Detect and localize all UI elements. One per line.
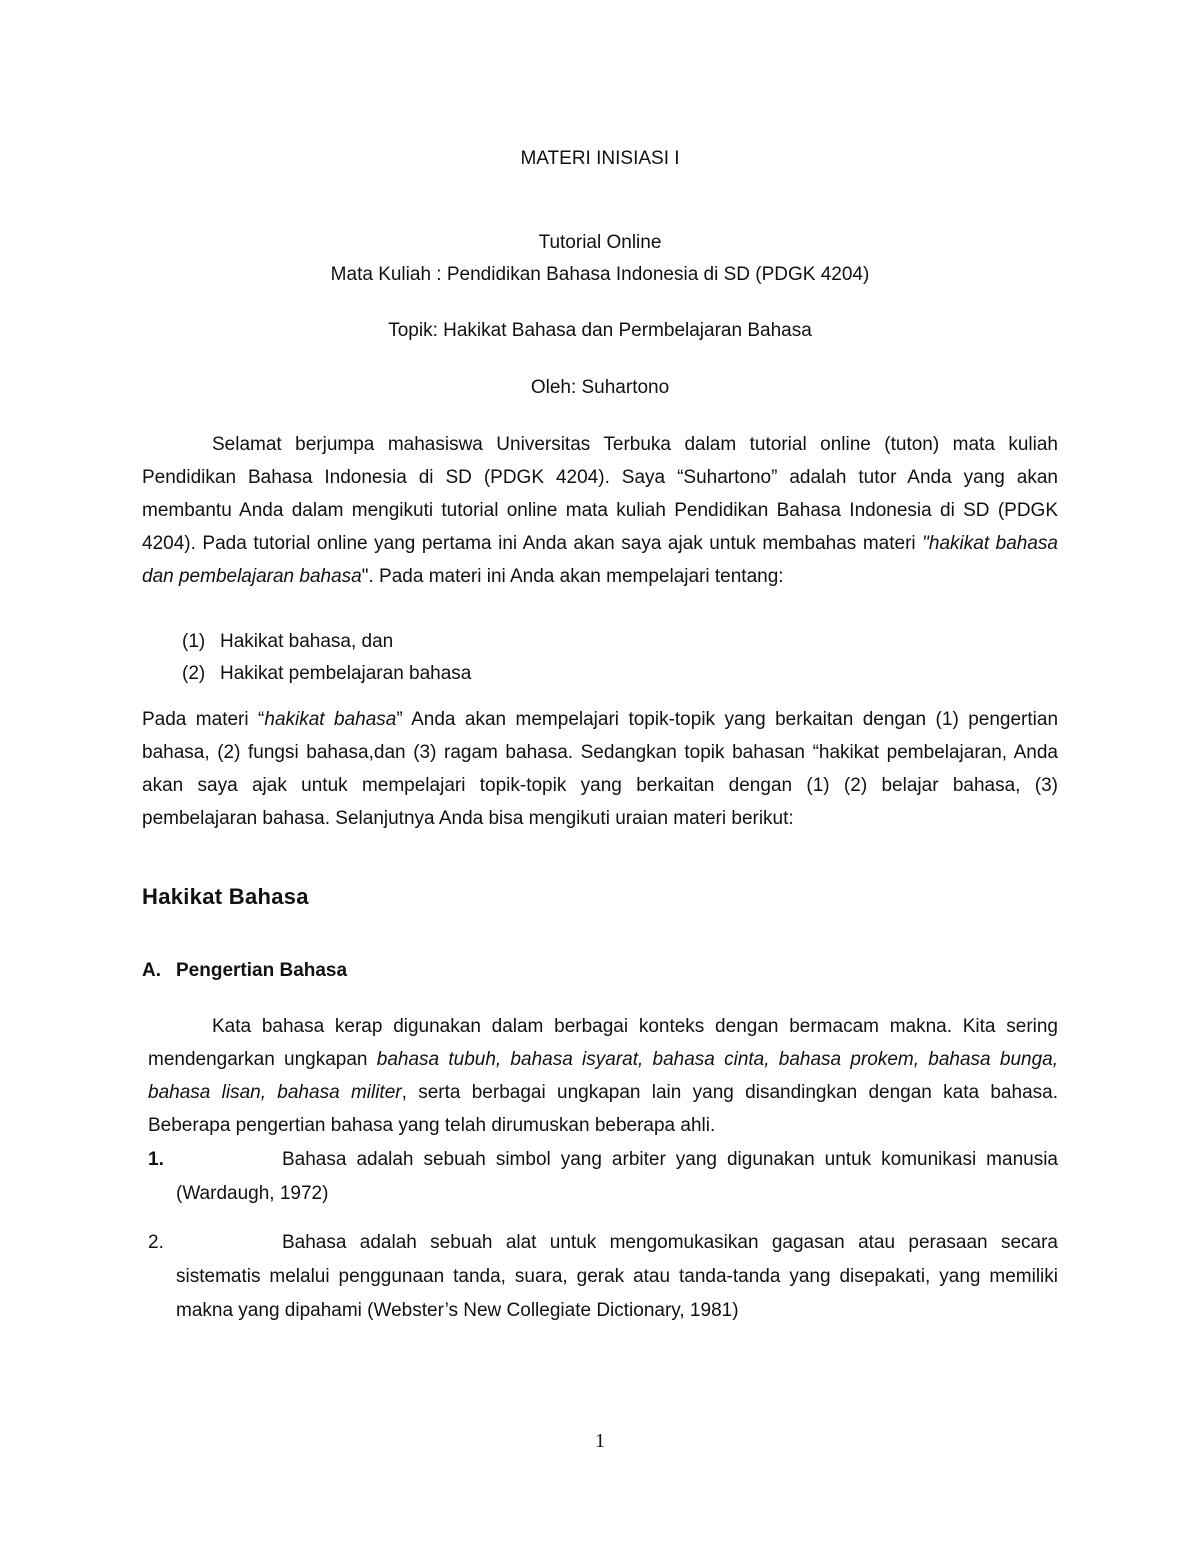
list-item-number: (2) [182,663,206,684]
page-number: 1 [595,1430,605,1452]
definition-text: Kata bahasa kerap digunakan dalam berbagai konteks dengan bermacam makna. Kita sering mendengarkan ungkapan [148,1016,1058,1070]
list-item-text: Hakikat pembelajaran bahasa [220,663,472,684]
list-item [182,629,394,655]
intro-text: Selamat berjumpa mahasiswa Universitas Terbuka dalam tutorial online (tuton) mata kuliah Pendidikan Bahasa Indonesia di SD (PDGK 4204). Saya “Suhartono” adalah tutor Anda yang akan membantu Anda dalam mengikuti tutorial online mata kuliah Pendidikan Bahasa Indonesia di SD (PDGK 4204). Pada tutorial online yang pertama ini Anda akan saya ajak untuk membahas materi [142,434,1058,554]
numbered-item-text: Bahasa adalah sebuah alat untuk mengomukasikan gagasan atau perasaan secara sistematis melalui penggunaan tanda, suara, gerak atau tanda-tanda yang disepakati, yang memiliki makna yang dipahami (Webster’s New Collegiate Dictionary, 1981) [176,1232,1058,1321]
numbered-item [148,1143,1058,1211]
subsection-title: Pengertian Bahasa [176,960,348,981]
subsection-heading [142,960,347,982]
topic-line: Topik: Hakikat Bahasa dan Permbelajaran Bahasa [388,320,812,341]
topics-italic-text: hakikat bahasa [264,709,397,730]
author-line: Oleh: Suhartono [530,377,670,398]
intro-text-end: ". Pada materi ini Anda akan mempelajari tentang: [361,566,784,587]
document-subtitle: Tutorial Online [538,232,662,253]
definition-italic-text: bahasa tubuh, bahasa isyarat, bahasa cinta, bahasa prokem, bahasa bunga, bahasa lisan, bahasa militer [148,1049,1058,1103]
document-title: MATERI INISIASI I [520,148,680,169]
topics-text: Pada materi “ [142,709,265,730]
numbered-item [148,1226,1058,1328]
topics-text-end: ” Anda akan mempelajari topik-topik yang berkaitan dengan (1) pengertian bahasa, (2) fungsi bahasa,dan (3) ragam bahasa. Sedangkan topik bahasan “hakikat pembelajaran, Anda akan saya ajak untuk mempelajari topik-topik yang berkaitan dengan (1) (2) belajar bahasa, (3) pembelajaran bahasa. Selanjutnya Anda bisa mengikuti uraian materi berikut: [142,709,1059,829]
intro-italic-text: "hakikat bahasa dan pembelajaran bahasa [142,533,1058,587]
section-heading: Hakikat Bahasa [142,884,309,909]
subsection-label: A. [142,960,161,981]
definition-text-end: , serta berbagai ungkapan lain yang disandingkan dengan kata bahasa. Beberapa pengertian bahasa yang telah dirumuskan beberapa ahli. [148,1082,1058,1136]
intro-paragraph [142,428,1058,593]
numbered-item-number: 2. [148,1232,164,1253]
list-item [182,661,472,687]
list-item-number: (1) [182,631,206,652]
list-item-text: Hakikat bahasa, dan [220,631,394,652]
course-line: Mata Kuliah : Pendidikan Bahasa Indonesia di SD (PDGK 4204) [330,264,870,285]
definition-paragraph [148,1010,1058,1142]
numbered-item-text: Bahasa adalah sebuah simbol yang arbiter yang digunakan untuk komunikasi manusia (Wardaugh, 1972) [176,1149,1058,1204]
topics-paragraph [142,703,1058,835]
numbered-item-number: 1. [148,1149,164,1170]
